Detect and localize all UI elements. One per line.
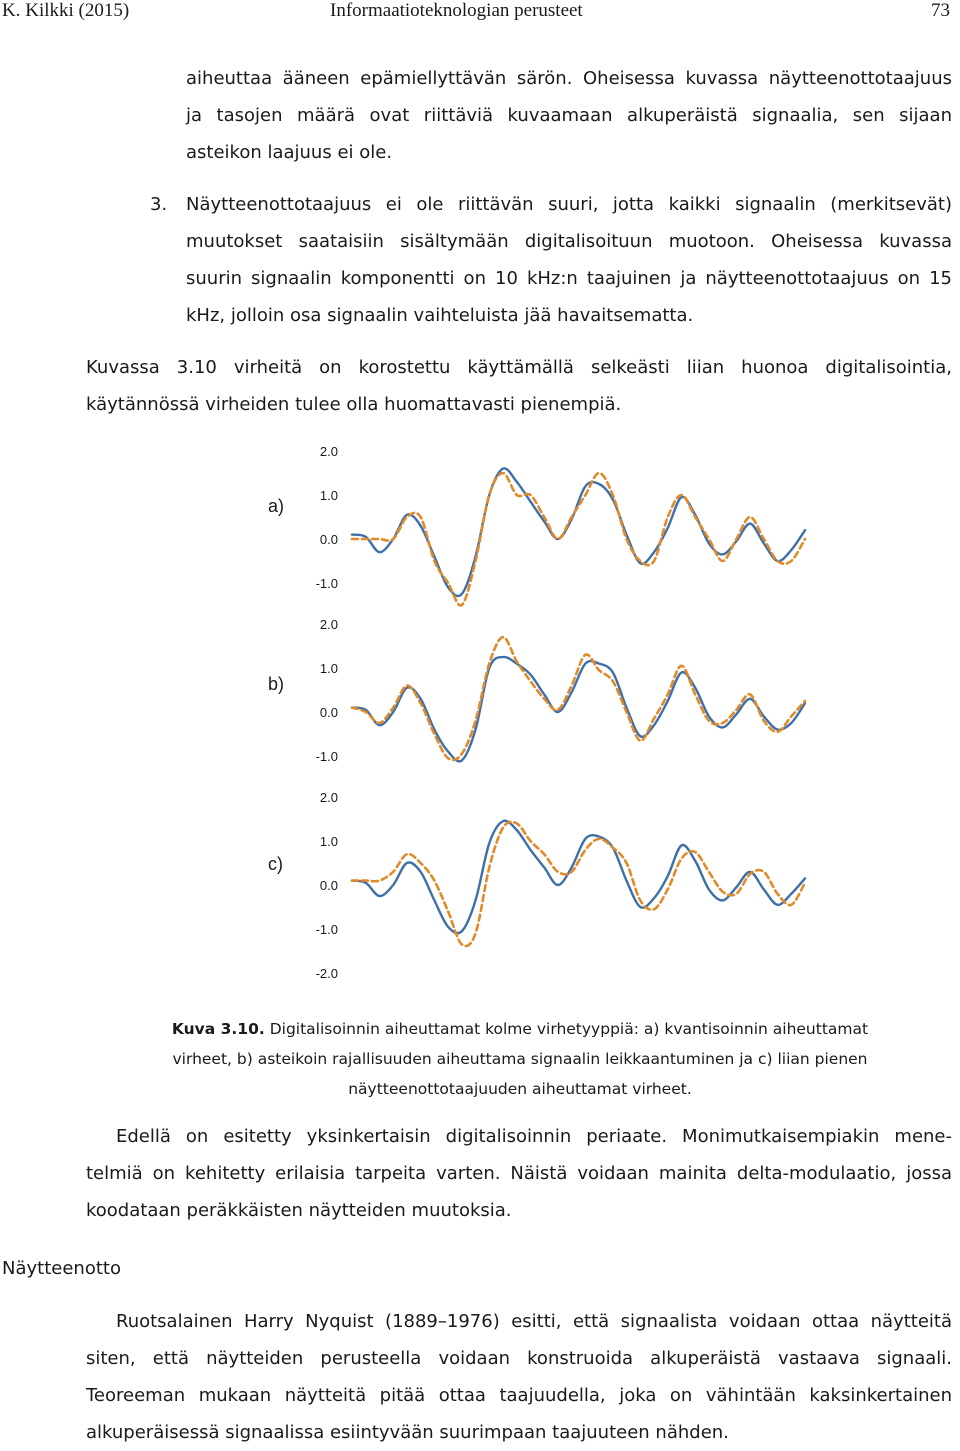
text-line: kHz, jolloin osa signaalin vaihteluista jää havaitsematta. [186, 305, 694, 326]
caption-line [150, 1014, 890, 1044]
y-tick-label: 2.0 [319, 790, 338, 805]
y-tick-label: 1.0 [319, 834, 338, 849]
text-line: Edellä on esitetty yksinkertaisin digitalisoinnin periaate. Monimutkaisempiakin mene- [116, 1126, 952, 1147]
text-line: koodataan peräkkäisten näytteiden muutoksia. [86, 1200, 512, 1221]
list-item-3-text [186, 186, 952, 334]
text-line: siten, että näytteiden perusteella voidaan konstruoida alkuperäistä vastaava signaali. [86, 1348, 952, 1369]
panel-label: a) [268, 496, 285, 516]
y-tick-label: 1.0 [319, 661, 338, 676]
header-author: K. Kilkki (2015) [2, 0, 130, 21]
signal-panel-0 [268, 444, 805, 605]
text-line: alkuperäisessä signaalissa esiintyvään suurimpaan taajuuteen nähden. [86, 1422, 729, 1443]
header-book-title: Informaatioteknologian perusteet [330, 0, 583, 21]
text-line: asteikon laajuus ei ole. [186, 142, 393, 163]
original-signal-line [352, 468, 805, 596]
y-tick-label: -2.0 [315, 966, 338, 981]
caption-line: virheet, b) asteikoin rajallisuuden aiheuttama signaalin leikkaantuminen ja c) liian pienen [172, 1050, 868, 1068]
text-line: käytännössä virheiden tulee olla huomattavasti pienempiä. [86, 394, 622, 415]
y-tick-label: 0.0 [319, 878, 338, 893]
text-line: muutokset saataisiin sisältymään digitalisoituun muotoon. Oheisessa kuvassa [186, 231, 952, 252]
text-line: Näytteenottotaajuus ei ole riittävän suuri, jotta kaikki signaalin (merkitsevät) [186, 194, 952, 215]
panel-label: c) [268, 854, 283, 874]
text-line: ja tasojen määrä ovat riittäviä kuvaamaan alkuperäistä signaalia, sen sijaan [186, 105, 952, 126]
caption-text: Digitalisoinnin aiheuttamat kolme virhetyyppiä: a) kvantisoinnin aiheuttamat [264, 1020, 869, 1038]
digitized-signal-line [352, 822, 805, 946]
y-tick-label: -1.0 [315, 749, 338, 764]
text-line: aiheuttaa ääneen epämiellyttävän särön. Oheisessa kuvassa näytteenottotaajuus [186, 68, 952, 89]
original-signal-line [352, 821, 805, 933]
body-paragraph-nyquist [86, 1303, 952, 1451]
caption-line: näytteenottotaajuuden aiheuttamat virheet. [348, 1080, 692, 1098]
text-line: Kuvassa 3.10 virheitä on korostettu käyttämällä selkeästi liian huonoa digitalisointia, [86, 357, 952, 378]
intro-paragraph [186, 60, 952, 171]
text-line: Teoreeman mukaan näytteitä pitää ottaa taajuudella, joka on vähintään kaksinkertainen [86, 1385, 952, 1406]
y-tick-label: 1.0 [319, 488, 338, 503]
body-paragraph-errors [86, 349, 952, 423]
signal-panel-1 [268, 617, 805, 764]
y-tick-label: 2.0 [319, 444, 338, 459]
y-tick-label: 0.0 [319, 705, 338, 720]
figure-3-10-chart [0, 428, 960, 988]
list-item-number: 3. [150, 194, 168, 215]
caption-label: Kuva 3.10. [171, 1020, 265, 1038]
text-line: Ruotsalainen Harry Nyquist (1889–1976) esitti, että signaalista voidaan ottaa näytteitä [116, 1311, 952, 1332]
body-paragraph-methods [86, 1118, 952, 1229]
y-tick-label: 0.0 [319, 532, 338, 547]
text-line: suurin signaalin komponentti on 10 kHz:n taajuinen ja näytteenottotaajuus on 15 [186, 268, 952, 289]
panel-label: b) [268, 674, 285, 694]
digitized-signal-line [352, 473, 805, 605]
signal-panel-2 [268, 790, 805, 981]
text-line: telmiä on kehitetty erilaisia tarpeita varten. Näistä voidaan mainita delta-modulaatio, jossa [86, 1163, 952, 1184]
y-tick-label: -1.0 [315, 922, 338, 937]
side-heading: Näytteenotto [2, 1258, 121, 1279]
y-tick-label: -1.0 [315, 576, 338, 591]
figure-caption [150, 1014, 890, 1104]
y-tick-label: 2.0 [319, 617, 338, 632]
header-page-number: 73 [931, 0, 950, 21]
